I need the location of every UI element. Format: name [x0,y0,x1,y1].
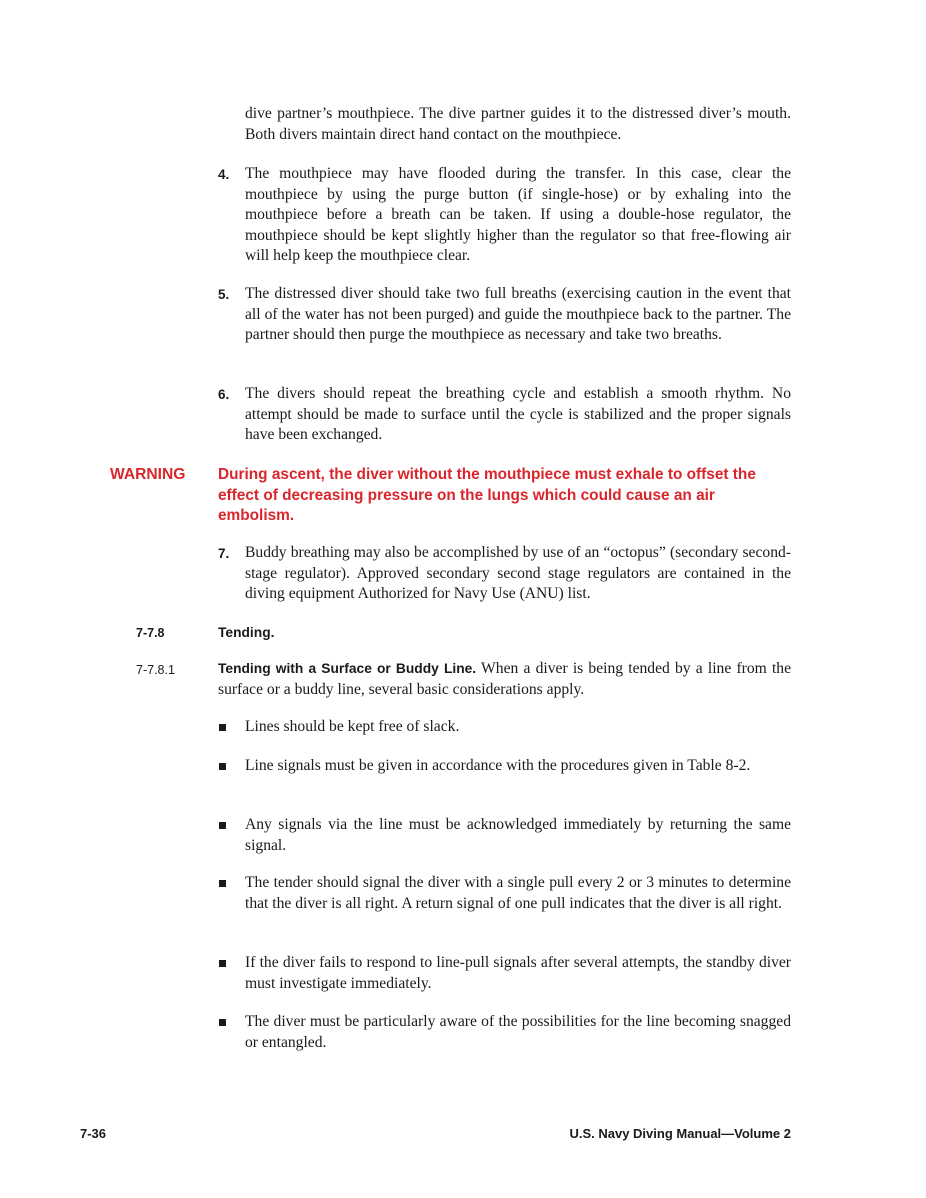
list-item: Any signals via the line must be acknowledged immediately by returning the same signal. [245,816,791,854]
step-number: 4. [218,167,230,182]
step-number: 5. [218,287,230,302]
step-text: The divers should repeat the breathing cycle and establish a smooth rhythm. No attempt should be made to surface until the cycle is stabilized and the proper signals have been exchanged. [245,385,791,443]
warning-text: During ascent, the diver without the mouthpiece must exhale to offset the effect of decreasing pressure on the lungs which could cause an air embolism. [218,466,756,524]
section-title: Tending. [218,625,275,640]
warning-label: WARNING [110,466,186,483]
manual-title: U.S. Navy Diving Manual—Volume 2 [569,1126,791,1141]
bullet-icon [219,763,226,770]
step-number: 7. [218,546,230,561]
bullet-icon [219,880,226,887]
step-text: Buddy breathing may also be accomplished by use of an “octopus” (secondary second-stage regulator). Approved secondary second stage regulators are contained in the diving equipment Authorized for Navy Use (ANU) list. [245,544,791,602]
list-item: Line signals must be given in accordance with the procedures given in Table 8-2. [245,757,751,774]
step-number: 6. [218,387,230,402]
subsection-paragraph [218,659,791,700]
step-text: The distressed diver should take two full breaths (exercising caution in the event that all of the water has not been purged) and guide the mouthpiece back to the partner. The partner should then purge the mouthpiece as necessary and take two breaths. [245,285,791,343]
bullet-icon [219,960,226,967]
bullet-icon [219,822,226,829]
bullet-icon [219,1019,226,1026]
list-item: Lines should be kept free of slack. [245,718,460,735]
step-text: The mouthpiece may have flooded during the transfer. In this case, clear the mouthpiece by using the purge button (if single-hose) or by exhaling into the mouthpiece before a breath can be taken. If using a double-hose regulator, the mouthpiece should be kept slightly higher than the regulator so that free-flowing air will help keep the mouthpiece clear. [245,165,791,264]
list-item: If the diver fails to respond to line-pull signals after several attempts, the standby diver must investigate immediately. [245,954,791,992]
subsection-text: When a diver is being tended by a line from the surface or a buddy line, several basic considerations apply. [218,660,792,698]
subsection-number: 7-7.8.1 [136,663,175,677]
continuation-paragraph: dive partner’s mouthpiece. The dive partner guides it to the distressed diver’s mouth. Both divers maintain direct hand contact on the mouthpiece. [245,105,791,143]
list-item: The tender should signal the diver with a single pull every 2 or 3 minutes to determine that the diver is all right. A return signal of one pull indicates that the diver is all right. [245,874,791,912]
page-number: 7-36 [80,1126,107,1141]
bullet-icon [219,724,226,731]
section-number: 7-7.8 [136,626,165,640]
list-item: The diver must be particularly aware of the possibilities for the line becoming snagged or entangled. [245,1013,791,1051]
subsection-lead: Tending with a Surface or Buddy Line. [218,661,477,676]
